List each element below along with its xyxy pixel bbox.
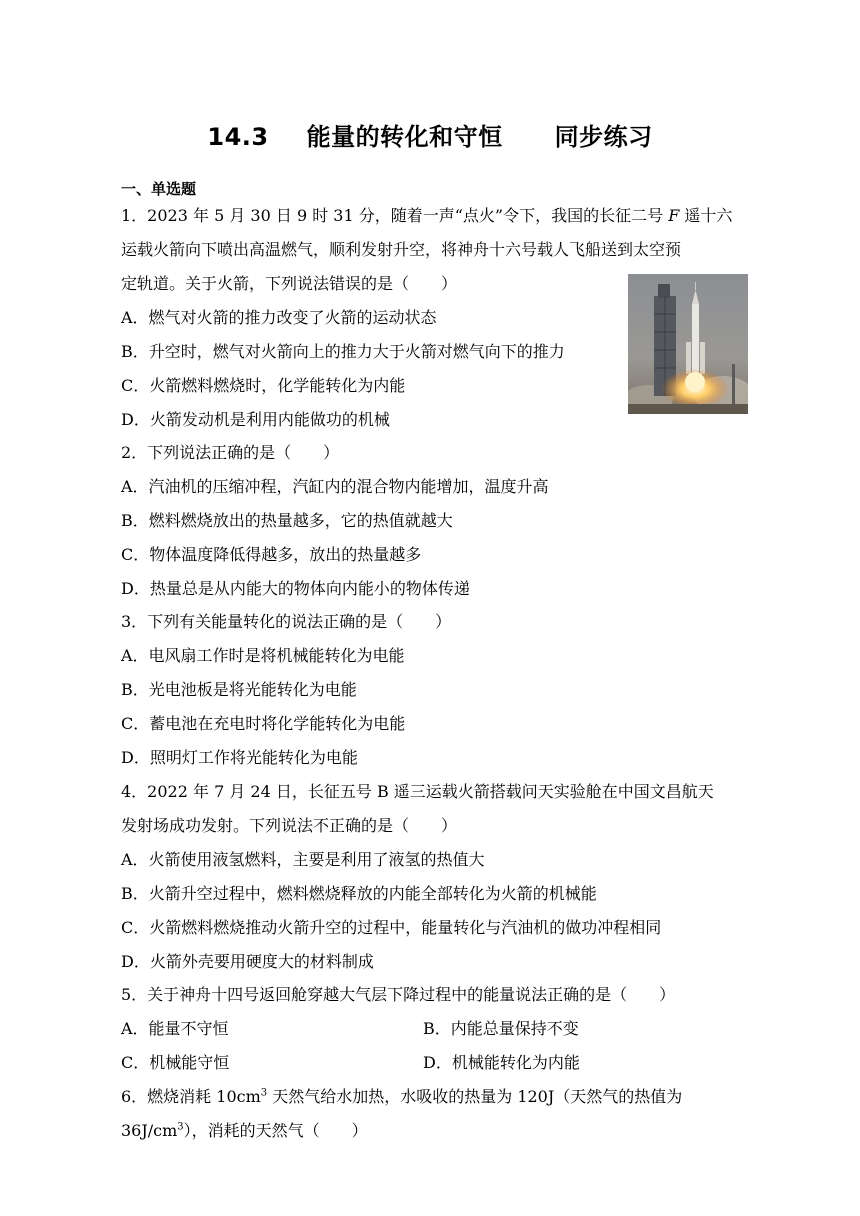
page-title [0,117,860,152]
q3-option-c: C．蓄电池在充电时将化学能转化为电能 [121,714,406,733]
rocket-launch-image [628,274,748,414]
q5-option-a: A．能量不守恒 [121,1019,229,1038]
q3-option-d: D．照明灯工作将光能转化为电能 [121,748,358,767]
title-suffix: 同步练习 [554,123,653,151]
title-name: 能量的转化和守恒 [306,123,503,151]
q4-stem-line2: 发射场成功发射。下列说法不正确的是（ ） [121,816,458,835]
q1-option-a: A．燃气对火箭的推力改变了火箭的运动状态 [121,308,437,327]
section-heading: 一、单选题 [121,180,197,198]
q1-stem-line2: 运载火箭向下喷出高温燃气，顺利发射升空，将神舟十六号载人飞船送到太空预 [121,240,682,259]
q2-option-c: C．物体温度降低得越多，放出的热量越多 [121,545,422,564]
q2-option-a: A．汽油机的压缩冲程，汽缸内的混合物内能增加，温度升高 [121,477,549,496]
q5-option-c: C．机械能守恒 [121,1053,230,1072]
q5-stem: 5．关于神舟十四号返回舱穿越大气层下降过程中的能量说法正确的是（ ） [121,985,676,1004]
q1-option-c: C．火箭燃料燃烧时，化学能转化为内能 [121,376,406,395]
q4-option-b: B．火箭升空过程中，燃料燃烧释放的内能全部转化为火箭的机械能 [121,884,597,903]
q4-option-c: C．火箭燃料燃烧推动火箭升空的过程中，能量转化与汽油机的做功冲程相同 [121,918,662,937]
q2-stem: 2．下列说法正确的是（ ） [121,443,340,462]
q5-option-d: D．机械能转化为内能 [423,1053,580,1072]
q1-stem-line3: 定轨道。关于火箭，下列说法错误的是（ ） [121,274,458,293]
title-code: 14.3 [207,123,269,151]
q3-option-b: B．光电池板是将光能转化为电能 [121,680,357,699]
q1-stem-line1: 1．2023 年 5 月 30 日 9 时 31 分，随着一声“点火”令下，我国的长征二号 F 遥十六 [121,206,733,225]
q5-option-b: B．内能总量保持不变 [423,1019,579,1038]
q3-option-a: A．电风扇工作时是将机械能转化为电能 [121,646,405,665]
q6-stem-line2: $36J/cm^3$），消耗的天然气（ ） [121,1121,368,1140]
q1-option-b: B．升空时，燃气对火箭向上的推力大于火箭对燃气向下的推力 [121,342,565,361]
q6-stem-line1: 6．燃烧消耗 $10cm^3$ 天然气给水加热，水吸收的热量为 120J（天然气的热值为 [121,1087,683,1106]
q3-stem: 3．下列有关能量转化的说法正确的是（ ） [121,612,452,631]
q4-option-a: A．火箭使用液氢燃料，主要是利用了液氢的热值大 [121,850,485,869]
q1-option-d: D．火箭发动机是利用内能做功的机械 [121,410,390,429]
q4-option-d: D．火箭外壳要用硬度大的材料制成 [121,952,374,971]
q4-stem-line1: 4．2022 年 7 月 24 日，长征五号 B 遥三运载火箭搭载问天实验舱在中国文昌航天 [121,782,714,801]
q2-option-b: B．燃料燃烧放出的热量越多，它的热值就越大 [121,511,453,530]
q2-option-d: D．热量总是从内能大的物体向内能小的物体传递 [121,579,470,598]
